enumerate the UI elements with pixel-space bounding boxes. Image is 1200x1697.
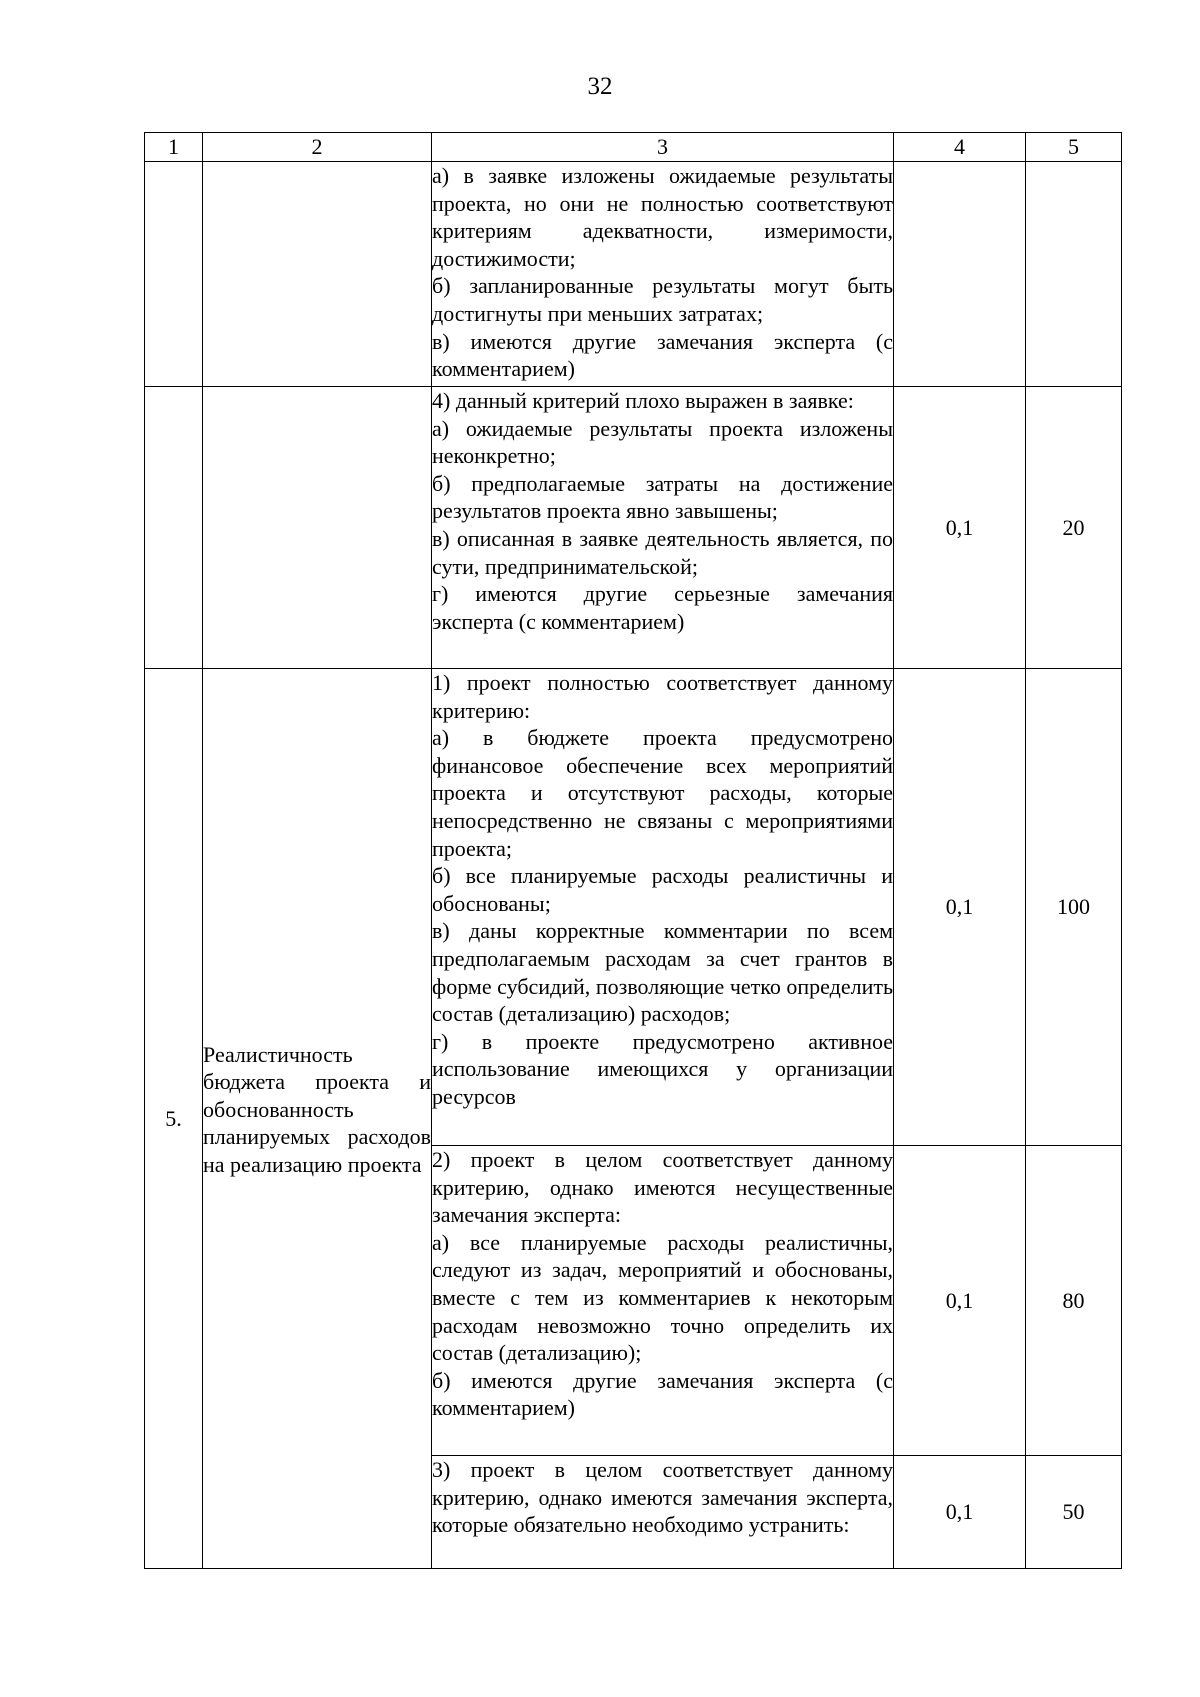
- description-text: [432, 162, 893, 386]
- header-col-1: 1: [145, 133, 203, 162]
- description-line: 1) проект полностью соответствует данному критерию:: [432, 670, 893, 723]
- coefficient-cell: 0,1: [894, 1146, 1026, 1456]
- coefficient-cell: 0,1: [894, 669, 1026, 1146]
- description-line: а) в бюджете проекта предусмотрено финансовое обеспечение всех мероприятий проекта и отсутствуют расходы, которые непосредственно не связаны с мероприятиями проекта;: [432, 725, 893, 861]
- header-col-3: 3: [432, 133, 894, 162]
- description-line: б) запланированные результаты могут быть достигнуты при меньших затратах;: [432, 273, 893, 326]
- description-line: 4) данный критерий плохо выражен в заявке:: [432, 388, 854, 413]
- coefficient-cell: 0,1: [894, 1456, 1026, 1569]
- criterion-name-cell-empty: [203, 162, 432, 387]
- description-line: б) имеются другие замечания эксперта (с комментарием): [432, 1367, 893, 1421]
- criterion-name-cell-empty: [203, 387, 432, 669]
- criterion-name: Реалистичность бюджета проекта и обоснованность планируемых расходов на реализацию проекта: [203, 1041, 431, 1177]
- header-col-4: 4: [894, 133, 1026, 162]
- description-line: б) все планируемые расходы реалистичны и обоснованы;: [432, 863, 893, 916]
- score-cell: 100: [1026, 669, 1122, 1146]
- criterion-number: 5.: [145, 669, 203, 1569]
- description-line: г) в проекте предусмотрено активное использование имеющихся у организации ресурсов: [432, 1028, 893, 1109]
- criterion-number-cell-empty: [145, 162, 203, 387]
- description-line: а) ожидаемые результаты проекта изложены неконкретно;: [432, 415, 893, 469]
- description-line: б) предполагаемые затраты на достижение результатов проекта явно завышены;: [432, 470, 893, 524]
- description-line: 2) проект в целом соответствует данному критерию, однако имеются несущественные замечания эксперта:: [432, 1147, 893, 1228]
- header-row: [145, 133, 1122, 162]
- description-text: [432, 669, 893, 1145]
- description-line: 3) проект в целом соответствует данному критерию, однако имеются замечания эксперта, которые обязательно необходимо устранить:: [432, 1457, 893, 1538]
- score-cell: 80: [1026, 1146, 1122, 1456]
- description-cell: [432, 1146, 894, 1456]
- description-cell: [432, 162, 894, 387]
- score-cell: [1026, 162, 1122, 387]
- header-col-5: 5: [1026, 133, 1122, 162]
- description-cell: [432, 669, 894, 1146]
- table-row: [145, 669, 1122, 1146]
- description-line: г) имеются другие серьезные замечания эксперта (с комментарием): [432, 581, 893, 634]
- score-cell: 50: [1026, 1456, 1122, 1569]
- description-text: [432, 1456, 893, 1568]
- description-line: в) имеются другие замечания эксперта (с комментарием): [432, 328, 893, 382]
- description-line: а) все планируемые расходы реалистичны, следуют из задач, мероприятий и обоснованы, вместе с тем из комментариев к некоторым расходам невозможно точно определить их состав (детализацию);: [432, 1229, 893, 1366]
- header-col-2: 2: [203, 133, 432, 162]
- coefficient-cell: 0,1: [894, 387, 1026, 669]
- criterion-number-cell-empty: [145, 387, 203, 669]
- coefficient-cell: [894, 162, 1026, 387]
- description-cell: [432, 387, 894, 669]
- score-cell: 20: [1026, 387, 1122, 669]
- description-text: [432, 1146, 893, 1455]
- description-text: [432, 387, 893, 668]
- table-row: [145, 162, 1122, 387]
- description-line: в) описанная в заявке деятельность является, по сути, предпринимательской;: [432, 525, 893, 579]
- description-line: а) в заявке изложены ожидаемые результаты проекта, но они не полностью соответствуют критериям адекватности, измеримости, достижимости;: [432, 163, 893, 271]
- page-number: 32: [587, 73, 613, 100]
- criterion-name-cell: [203, 669, 432, 1569]
- table-row: [145, 387, 1122, 669]
- criteria-table: [144, 132, 1122, 1569]
- description-line: в) даны корректные комментарии по всем предполагаемым расходам за счет грантов в форме субсидий, позволяющие четко определить состав (детализацию) расходов;: [432, 918, 893, 1027]
- description-cell: [432, 1456, 894, 1569]
